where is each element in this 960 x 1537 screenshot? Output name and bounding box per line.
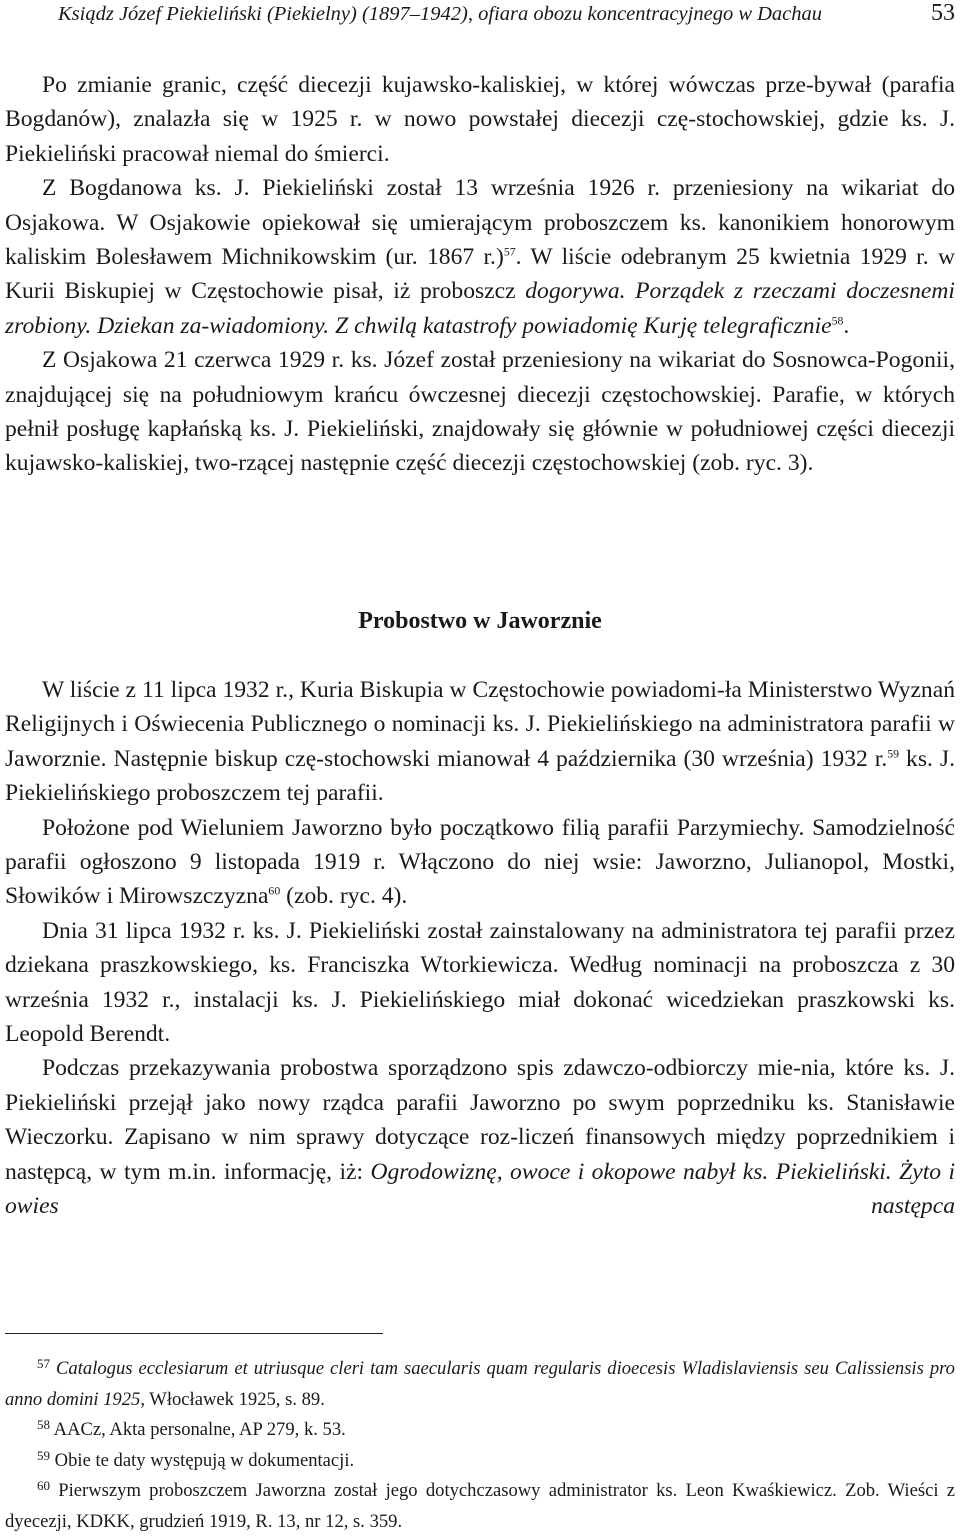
footnote-text: Obie te daty występują w dokumentacji. xyxy=(54,1449,355,1471)
paragraph-text: Położone pod Wieluniem Jaworzno było początkowo filią parafii Parzymiechy. Samodzielność parafii ogłoszono 9 listopada 1919 r. Włączono do niej wsie: Jaworzno, Julianopol, Mostki, Słowików i Mirowszczyzna xyxy=(5,814,955,910)
paragraph xyxy=(5,68,955,171)
paragraph-text: Podczas przekazywania probostwa sporządzono spis zdawczo-odbiorczy mie-nia, które ks. J. Piekieliński przejął jako nowy rządca parafii Jaworzno po swym poprzedniku ks. Stanisławie Wieczorku. Zapisano w nim sprawy dotyczące roz-liczeń finansowych między poprzednikiem i następcą, w tym m.in. informację, iż: xyxy=(5,1055,955,1185)
paragraph xyxy=(5,811,955,914)
paragraph-text: . xyxy=(843,312,850,339)
footnote-ref: 58 xyxy=(831,313,844,328)
body-text-bottom xyxy=(5,673,955,1224)
quote-italic: Ogrodowiznę, owoce i okopowe nabył ks. Piekieliński. Żyto i owies następca xyxy=(5,1158,956,1220)
footnote-number: 58 xyxy=(37,1417,51,1433)
paragraph-text: Z Osjakowa 21 czerwca 1929 r. ks. Józef został przeniesiony na wikariat do Sosnowca-Pogonii, znajdującej się na południowym krańcu ówczesnej diecezji częstochowskiej. Parafie, w których pełnił posługę kapłańską ks. J. Piekieliński, znajdowały się głównie w południowej części diecezji kujawsko-kaliskiej, two-rzącej następnie część diecezji częstochowskiej (zob. ryc. 3). xyxy=(5,347,955,477)
paragraph-text: . W liście odebranym 25 kwietnia 1929 r. w Kurii Biskupiej w Częstochowie pisał, iż proboszcz xyxy=(5,244,955,305)
footnote-number: 59 xyxy=(37,1447,51,1463)
paragraph xyxy=(5,673,955,811)
footnote xyxy=(5,1446,955,1477)
paragraph-text: W liście z 11 lipca 1932 r., Kuria Biskupia w Częstochowie powiadomi-ła Ministerstwo Wyznań Religijnych i Oświecenia Publicznego o nominacji ks. J. Piekielińskiego na administratora parafii w Jaworznie. Następnie biskup czę-stochowski mianował 4 października (30 września) 1932 r. xyxy=(5,677,955,772)
footnote xyxy=(5,1476,955,1537)
footnote-text: Pierwszym proboszczem Jaworzna został jego dotychczasowy administrator ks. Leon Kwaśkiewicz. Zob. Wieści z dyecezji, KDKK, grudzień 1919, R. 13, nr 12, s. 359. xyxy=(5,1480,955,1532)
footnote-text: , Włocławek 1925, s. 89. xyxy=(140,1388,325,1410)
footnote xyxy=(5,1415,955,1446)
running-title: Ksiądz Józef Piekieliński (Piekielny) (1897–1942), ofiara obozu koncentracyjnego w Dachau xyxy=(58,3,823,25)
footnote-number: 57 xyxy=(37,1356,51,1372)
paragraph-text: (zob. ryc. 4). xyxy=(280,883,408,910)
paragraph xyxy=(5,1051,955,1223)
quote-italic: dogorywa. Porządek z rzeczami doczesnemi zrobiony. Dziekan za-wiadomiony. Z chwilą katastrofy powiadomię Kurję telegraficznie xyxy=(5,278,955,339)
footnote-separator xyxy=(5,1333,383,1334)
footnote-ref: 60 xyxy=(268,883,281,898)
paragraph xyxy=(5,343,955,481)
body-text-top xyxy=(5,68,955,481)
paragraph-text: Dnia 31 lipca 1932 r. ks. J. Piekieliński został zainstalowany na administratora tej parafii przez dziekana praszkowskiego, ks. Franciszka Wtorkiewicza. Według nominacji na proboszcza z 30 września 1932 r., instalacji ks. J. Piekielińskiego miał dokonać wicedziekan praszkowski ks. Leopold Berendt. xyxy=(5,917,955,1048)
paragraph xyxy=(5,171,955,343)
running-header xyxy=(0,0,960,36)
footnote-italic: Catalogus ecclesiarum et utriusque cleri tam saecularis quam regularis dioecesis Wladislaviensis seu Calissiensis pro anno domini 1925 xyxy=(5,1358,955,1410)
paragraph-text: ks. J. Piekielińskiego proboszczem tej parafii. xyxy=(5,745,955,807)
footnote-ref: 57 xyxy=(503,244,516,259)
paragraph-text: Z Bogdanowa ks. J. Piekieliński został 13 września 1926 r. przeniesiony na wikariat do Osjakowa. W Osjakowie opiekował się umierającym proboszczem ks. kanonikiem honorowym kaliskim Bolesławem Michnikowskim (ur. 1867 r.) xyxy=(5,175,955,271)
paragraph-text: Po zmianie granic, część diecezji kujawsko-kaliskiej, w której wówczas prze-bywał (parafia Bogdanów), znalazła się w 1925 r. w nowo powstałej diecezji czę-stochowskiej, gdzie ks. J. Piekieliński pracował niemal do śmierci. xyxy=(5,72,955,167)
footnote-number: 60 xyxy=(37,1478,51,1494)
footnote-text: AACz, Akta personalne, AP 279, k. 53. xyxy=(53,1419,346,1440)
footnote-ref: 59 xyxy=(887,746,900,761)
footnotes xyxy=(5,1354,955,1537)
footnote xyxy=(5,1354,955,1415)
paragraph xyxy=(5,914,955,1052)
page-number: 53 xyxy=(931,0,955,26)
section-heading: Probostwo w Jaworznie xyxy=(358,608,602,634)
